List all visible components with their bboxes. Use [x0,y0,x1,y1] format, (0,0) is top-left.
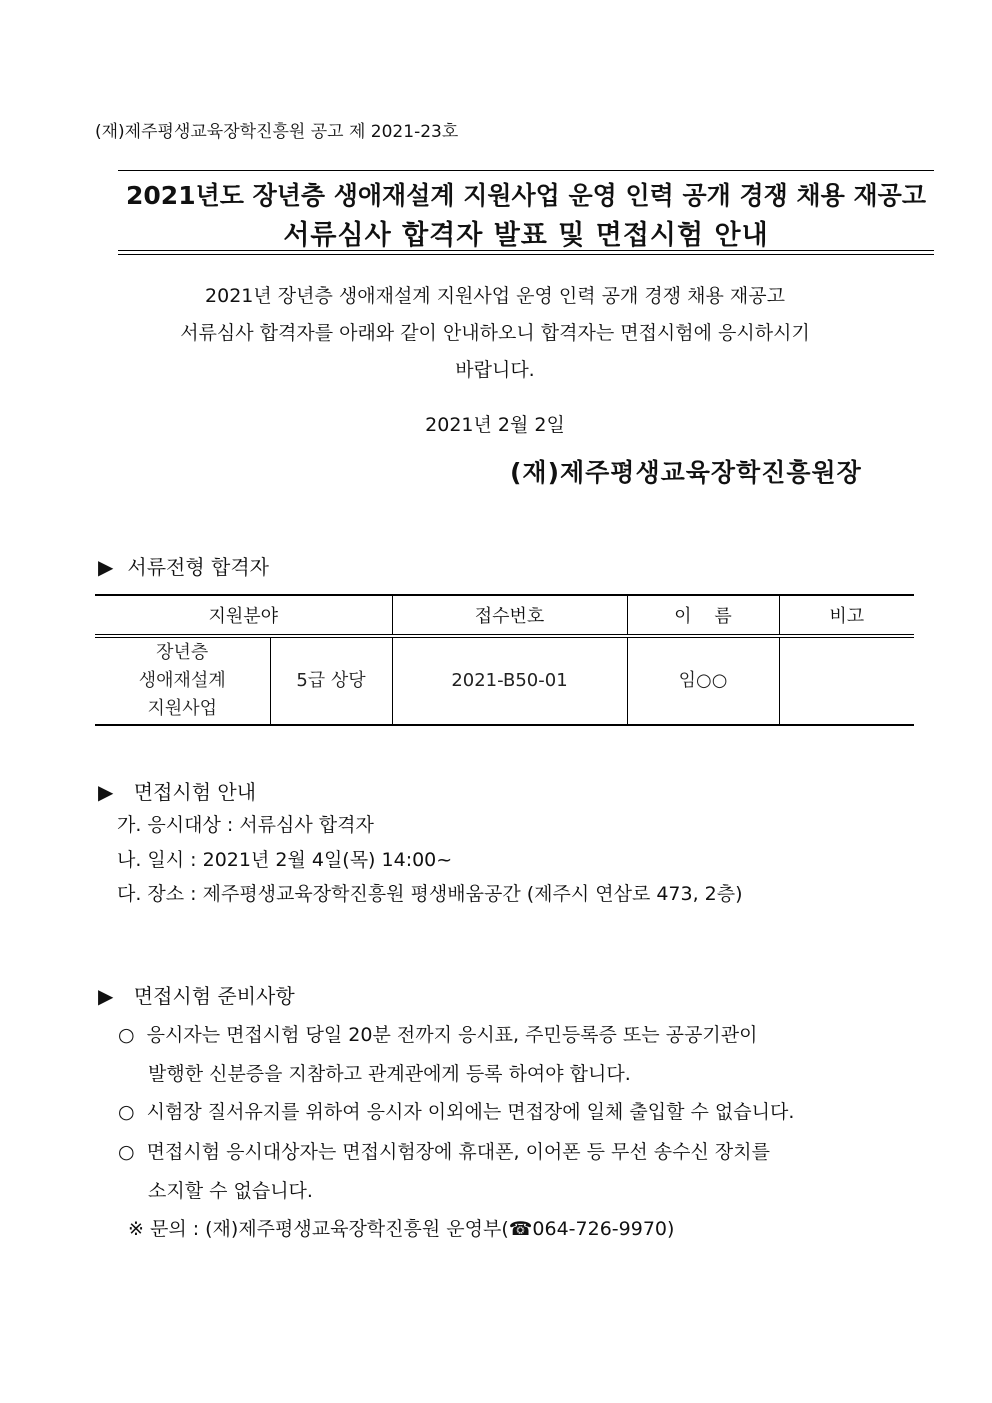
page-title: 2021년도 장년층 생애재설계 지원사업 운영 인력 공개 경쟁 채용 재공고 [126,181,926,210]
section-heading-preparation [98,980,295,1009]
intro-line: 바랍니다. [455,359,535,381]
prep-item [118,1020,757,1050]
application-number-cell: 2021-B50-01 [392,636,627,725]
circle-bullet-icon: ○ [118,1101,135,1123]
triangle-right-icon: ▶ [98,780,114,804]
prep-text: 응시자는 면접시험 당일 20분 전까지 응시표, 주민등록증 또는 공공기관이 [146,1024,758,1046]
column-header: 이 름 [627,595,779,636]
triangle-right-icon: ▶ [98,984,114,1008]
table-header-row [95,595,914,636]
column-header: 접수번호 [392,595,627,636]
name-cell: 임○○ [627,636,779,725]
title-bottom-rule [118,250,934,255]
field-line: 지원사업 [147,698,218,719]
interview-item-target: 가. 응시대상 : 서류심사 합격자 [117,814,374,836]
intro-line: 서류심사 합격자를 아래와 같이 안내하오니 합격자는 면접시험에 응시하시기 [180,322,810,344]
intro-paragraph [100,278,890,389]
notice-number: (재)제주평생교육장학진흥원 공고 제 2021-23호 [95,122,459,142]
remarks-cell [779,636,914,725]
section-title: 서류전형 합격자 [127,555,269,579]
field-line: 생애재설계 [138,670,226,691]
title-top-rule [118,170,934,171]
circle-bullet-icon: ○ [118,1141,135,1163]
intro-line: 2021년 장년층 생애재설계 지원사업 운영 인력 공개 경쟁 채용 재공고 [205,285,785,307]
announcement-date: 2021년 2월 2일 [425,414,565,436]
field-cell [95,636,270,725]
prep-text-continued: 소지할 수 없습니다. [148,1180,313,1202]
table-row [95,636,914,725]
circle-bullet-icon: ○ [118,1024,135,1046]
field-line: 장년층 [156,642,209,663]
page-subtitle: 서류심사 합격자 발표 및 면접시험 안내 [283,220,769,251]
section-heading-interview [98,776,256,805]
column-header: 지원분야 [95,595,392,636]
prep-item [118,1097,794,1127]
prep-text-continued: 발행한 신분증을 지참하고 관계관에게 등록 하여야 합니다. [148,1063,631,1085]
prep-text: 시험장 질서유지를 위하여 응시자 이외에는 면접장에 일체 출입할 수 없습니다. [146,1101,795,1123]
interview-item-datetime: 나. 일시 : 2021년 2월 4일(목) 14:00~ [117,849,453,871]
interview-item-location: 다. 장소 : 제주평생교육장학진흥원 평생배움공간 (제주시 연삼로 473, 2층) [117,883,743,905]
contact-info: ※ 문의 : (재)제주평생교육장학진흥원 운영부(☎064-726-9970) [128,1218,675,1240]
issuer-name: (재)제주평생교육장학진흥원장 [510,458,862,487]
results-table [95,594,914,726]
triangle-right-icon: ▶ [98,555,114,579]
grade-cell: 5급 상당 [270,636,392,725]
prep-item [118,1137,770,1167]
prep-text: 면접시험 응시대상자는 면접시험장에 휴대폰, 이어폰 등 무선 송수신 장치를 [146,1141,770,1163]
section-heading-results [98,551,269,580]
section-title: 면접시험 안내 [133,780,257,804]
column-header: 비고 [779,595,914,636]
section-title: 면접시험 준비사항 [133,984,295,1008]
